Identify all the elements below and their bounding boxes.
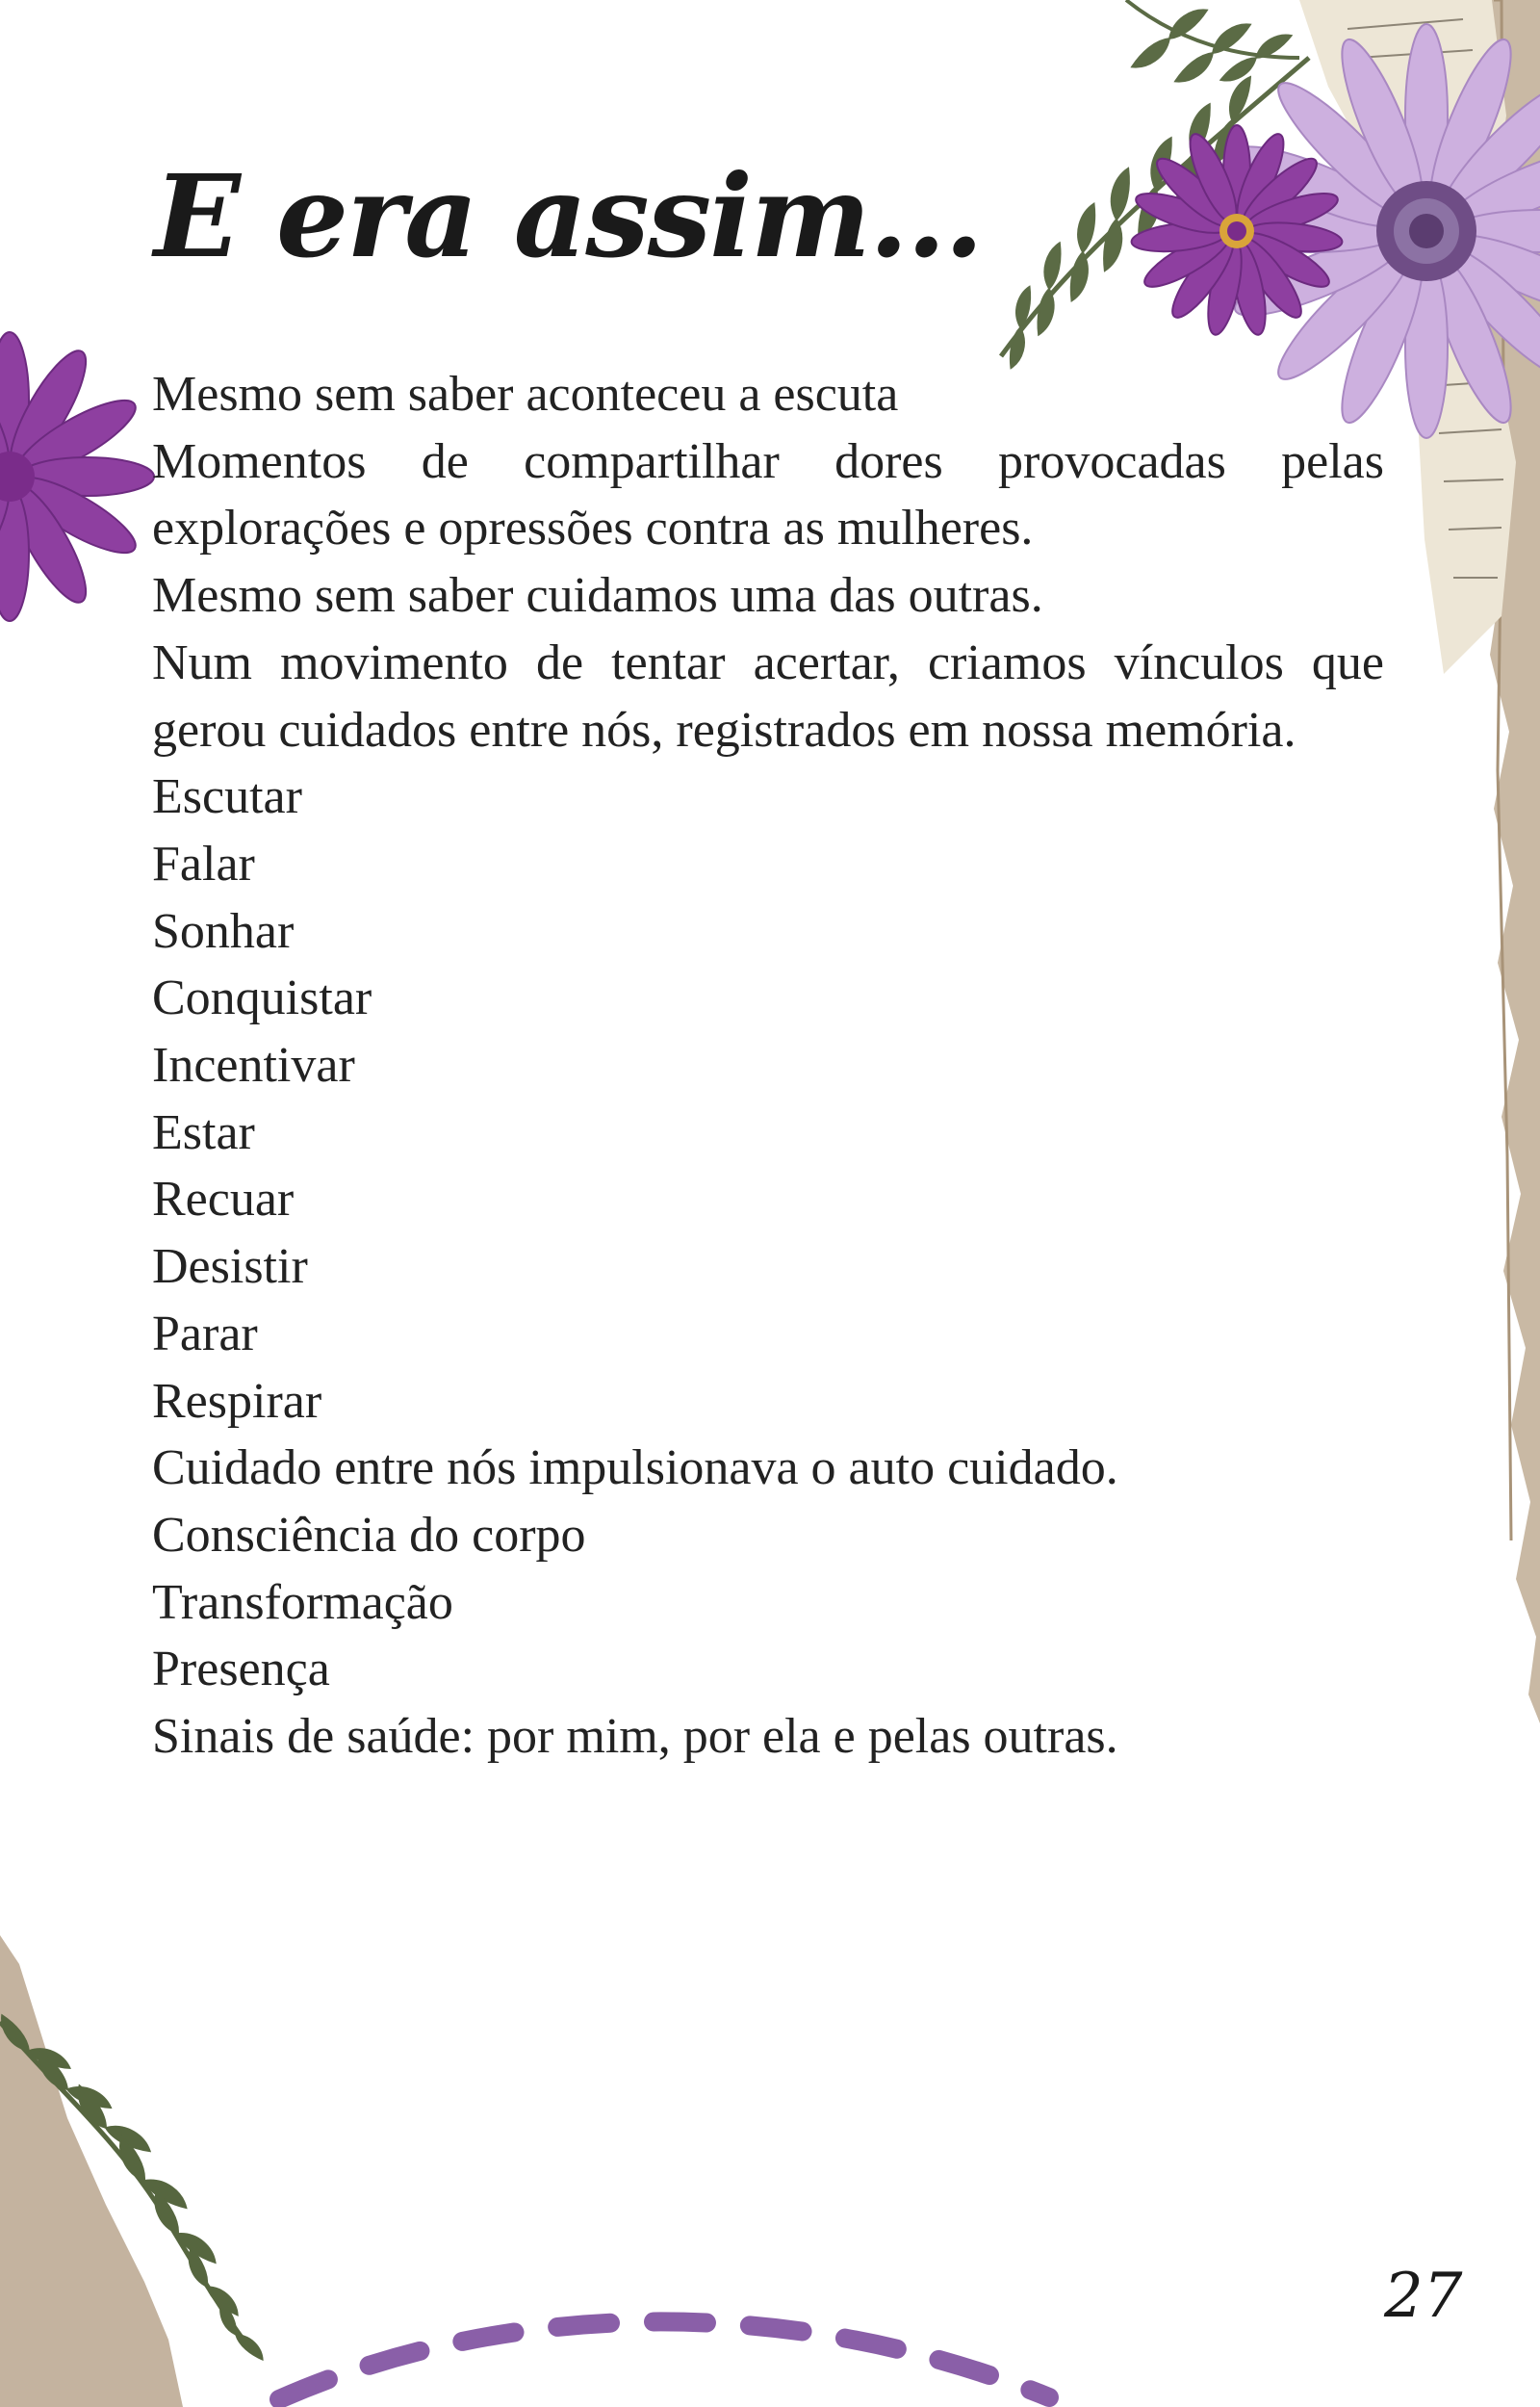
word-list [152,764,1384,1771]
list-item: Incentivar [152,1038,355,1094]
list-item: Presença [152,1642,330,1697]
dashed-arc [279,2321,1049,2399]
list-item: Respirar [152,1373,322,1429]
list-item: Desistir [152,1239,308,1295]
paragraph: Mesmo sem saber aconteceu a escuta [152,367,899,422]
list-item: Parar [152,1306,258,1361]
paragraph: Mesmo sem saber cuidamos uma das outras. [152,568,1043,624]
body-text [152,361,1384,1771]
list-item: Falar [152,836,255,892]
list-item: Sonhar [152,903,295,959]
page-number: 27 [1384,2261,1463,2332]
page-title: E era assim... [154,149,983,283]
list-item: Cuidado entre nós impulsionava o auto cuidado. [152,1440,1118,1496]
purple-daisy-left-icon [0,332,154,621]
list-item: Recuar [152,1172,295,1228]
paragraph: Num movimento de tentar acertar, criamos vínculos que gerou cuidados entre nós, registrados em nossa memória. [152,634,1384,758]
torn-paper-bottom-left [0,1935,183,2407]
list-item: Transformação [152,1574,453,1630]
list-item: Sinais de saúde: por mim, por ela e pelas outras. [152,1709,1118,1765]
list-item: Escutar [152,769,302,825]
list-item: Consciência do corpo [152,1507,586,1563]
list-item: Conquistar [152,971,372,1026]
paragraph: Momentos de compartilhar dores provocadas pelas explorações e opressões contra as mulheres. [152,433,1384,556]
list-item: Estar [152,1104,255,1160]
